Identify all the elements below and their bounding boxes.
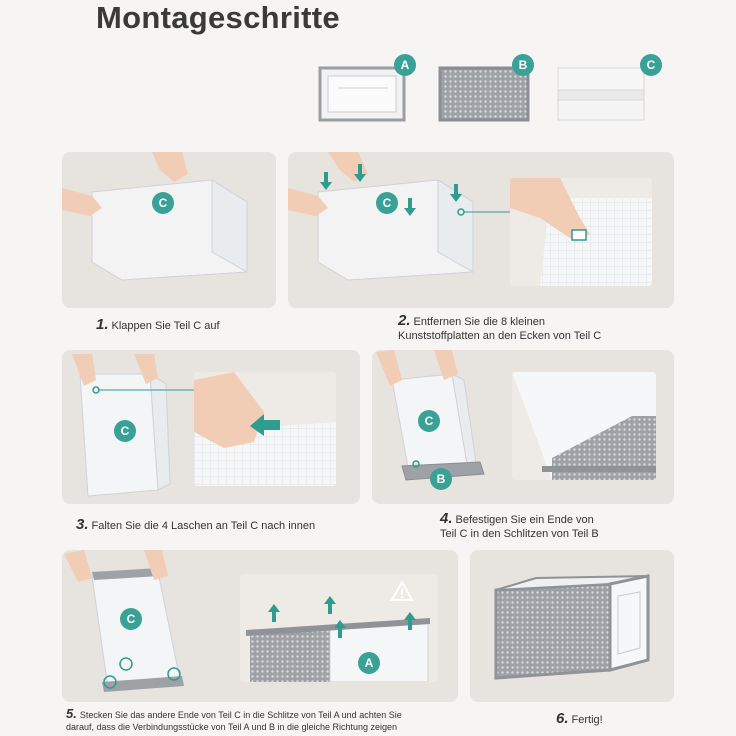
step-4-number: 4. <box>440 510 453 527</box>
step-1-text: Klappen Sie Teil C auf <box>111 320 220 332</box>
step-2-badge-c: C <box>376 192 398 214</box>
hand-icon <box>376 350 402 386</box>
step-5-text-line2: darauf, dass die Verbindungsstücke von Teil A und B in die gleiche Richtung zeigen <box>66 722 398 732</box>
part-a-illustration <box>318 64 408 122</box>
step-3-text: Falten Sie die 4 Laschen an Teil C nach innen <box>91 520 316 532</box>
step-2-number: 2. <box>398 312 411 329</box>
step-4-text-line1: Befestigen Sie ein Ende von <box>455 514 594 526</box>
step-2-panel <box>288 152 674 308</box>
step-2-detail-inset <box>510 178 652 286</box>
step-5-text-line1: Stecken Sie das andere Ende von Teil C in die Schlitze von Teil A und achten Sie <box>79 710 402 720</box>
step-5-caption <box>66 708 402 733</box>
step-4-badge-b: B <box>430 468 452 490</box>
hand-icon <box>194 372 264 448</box>
warning-icon <box>390 580 414 602</box>
step-6-text: Fertig! <box>571 714 603 726</box>
step-3-detail-inset <box>194 372 336 486</box>
step-1-box-illustration <box>62 152 276 308</box>
step-4-panel <box>372 350 674 504</box>
step-1-panel <box>62 152 276 308</box>
step-1-number: 1. <box>96 316 109 333</box>
step-6-panel <box>470 550 674 702</box>
page-title: Montageschritte <box>96 0 340 35</box>
step-6-number: 6. <box>556 710 569 727</box>
step-3-badge-c: C <box>114 420 136 442</box>
step-3-flap-detail <box>194 372 336 486</box>
step-5-detail-inset <box>240 574 438 682</box>
step-6-finished-box-illustration <box>470 550 674 702</box>
step-2-caption <box>398 314 601 343</box>
step-4-badge-c: C <box>418 410 440 432</box>
part-c-illustration <box>556 64 648 122</box>
part-b-badge: B <box>512 54 534 76</box>
step-3-panel <box>62 350 360 504</box>
step-3-number: 3. <box>76 516 89 533</box>
step-5-number: 5. <box>66 706 77 721</box>
step-4-text-line2: Teil C in den Schlitzen von Teil B <box>440 528 599 540</box>
step-6-caption <box>556 712 603 727</box>
step-2-text-line1: Entfernen Sie die 8 kleinen <box>413 316 545 328</box>
step-5-badge-a: A <box>358 652 380 674</box>
step-1-badge-c: C <box>152 192 174 214</box>
step-2-corner-detail <box>510 178 652 286</box>
step-1-caption <box>96 318 220 333</box>
step-3-caption <box>76 518 315 533</box>
part-a-badge: A <box>394 54 416 76</box>
part-c-badge: C <box>640 54 662 76</box>
step-4-slot-detail <box>512 372 656 480</box>
step-5-badge-c: C <box>120 608 142 630</box>
step-4-detail-inset <box>512 372 656 480</box>
step-5-panel <box>62 550 458 702</box>
step-4-caption <box>440 512 599 541</box>
hand-icon <box>64 550 92 582</box>
part-c-folded-panel-icon <box>556 64 648 122</box>
part-a-frame-icon <box>318 64 408 122</box>
step-2-text-line2: Kunststoffplatten an den Ecken von Teil C <box>398 330 602 342</box>
hand-icon <box>72 354 96 386</box>
